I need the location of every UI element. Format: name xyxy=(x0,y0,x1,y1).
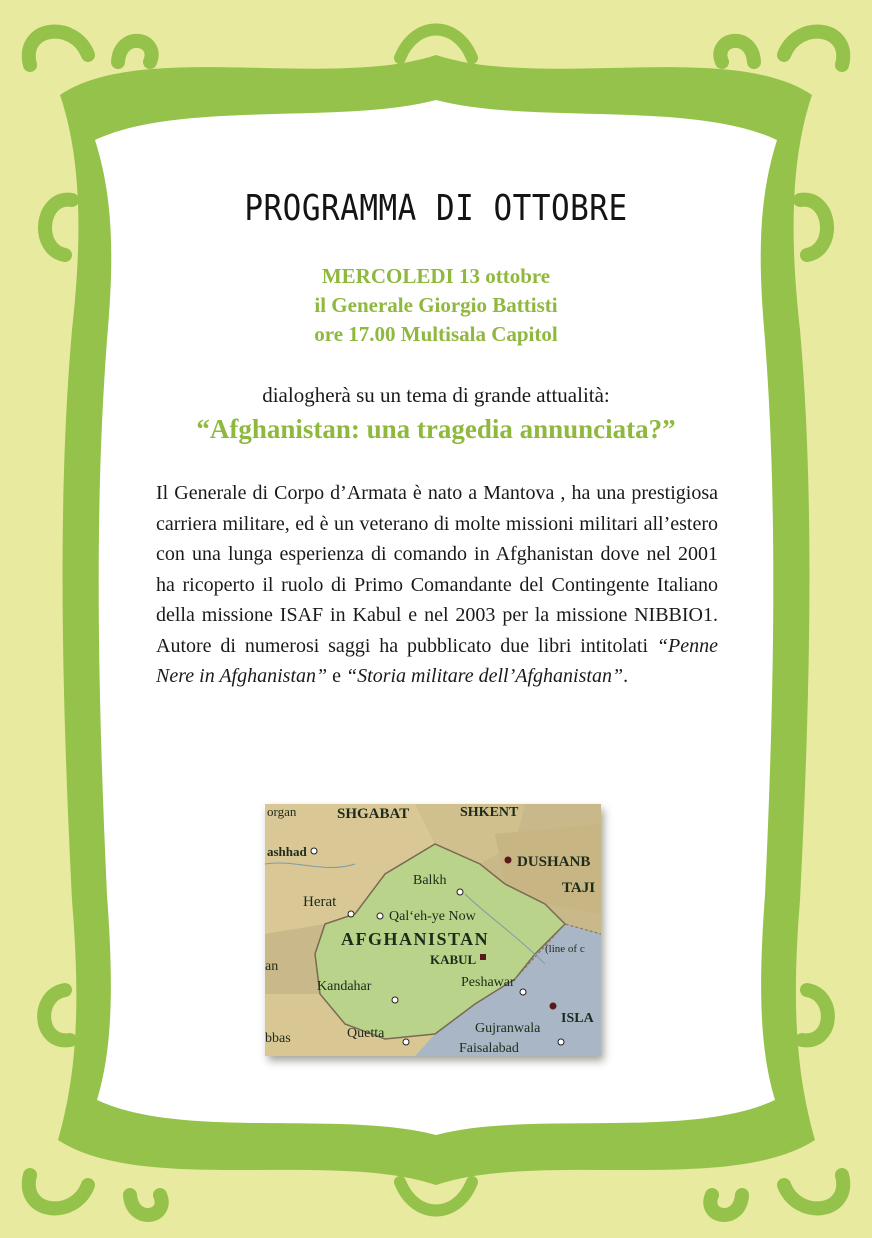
page-title: PROGRAMMA DI OTTOBRE xyxy=(244,188,628,230)
talk-intro: dialogherà su un tema di grande attualità: xyxy=(262,383,610,407)
event-details xyxy=(0,262,872,349)
map-label-isla: ISLA xyxy=(561,1011,594,1026)
map-label-qaleh: Qal‘eh-ye Now xyxy=(389,909,476,924)
book-title-2: “Storia militare dell’Afghanistan” xyxy=(346,665,624,687)
map-label-herat: Herat xyxy=(303,894,337,910)
map-label-gujranwala: Gujranwala xyxy=(475,1021,541,1036)
talk-topic: “Afghanistan: una tragedia annunciata?” xyxy=(196,414,676,444)
map-label-an: an xyxy=(265,959,279,974)
map-label-kabul: KABUL xyxy=(430,952,477,967)
event-date: MERCOLEDI 13 ottobre xyxy=(321,264,551,288)
map-label-line-of-control: (line of c xyxy=(545,943,585,955)
map-label-mashhad: ashhad xyxy=(267,844,307,859)
map-label-ashgabat: SHGABAT xyxy=(337,806,410,822)
map-label-kandahar: Kandahar xyxy=(317,979,372,994)
map-label-bbas: bbas xyxy=(265,1031,291,1046)
map-label-balkh: Balkh xyxy=(413,873,447,888)
map-label-dushanbe: DUSHANB xyxy=(517,854,591,870)
afghanistan-map-image xyxy=(265,804,601,1056)
map-label-faisalabad: Faisalabad xyxy=(459,1041,519,1056)
map-label-country: AFGHANISTAN xyxy=(341,929,490,949)
map-label-tashkent: SHKENT xyxy=(460,805,519,820)
event-speaker: il Generale Giorgio Battisti xyxy=(314,293,558,317)
bio-connector: e xyxy=(327,665,347,687)
event-time-place: ore 17.00 Multisala Capitol xyxy=(314,322,558,346)
map-label-organ: organ xyxy=(267,804,297,819)
map-label-peshawar: Peshawar xyxy=(461,975,515,990)
bio-ending: . xyxy=(623,665,629,687)
map-label-quetta: Quetta xyxy=(347,1026,385,1041)
speaker-bio xyxy=(156,478,718,692)
map-label-taj: TAJI xyxy=(562,880,596,896)
bio-text: Il Generale di Corpo d’Armata è nato a Mantova , ha una prestigiosa carriera militare, ed è un veterano di molte missioni militari all’estero con una lunga esperienza di comando in Afghanistan dove nel 2001 ha ricoperto il ruolo di Primo Comandante del Contingente Italiano della missione ISAF in Kabul e nel 2003 per la missione NIBBIO1. Autore di numerosi saggi ha pubblicato due libri intitolati xyxy=(156,482,718,657)
book-title-1: “Penne Nere in Afghanistan” xyxy=(156,634,718,687)
